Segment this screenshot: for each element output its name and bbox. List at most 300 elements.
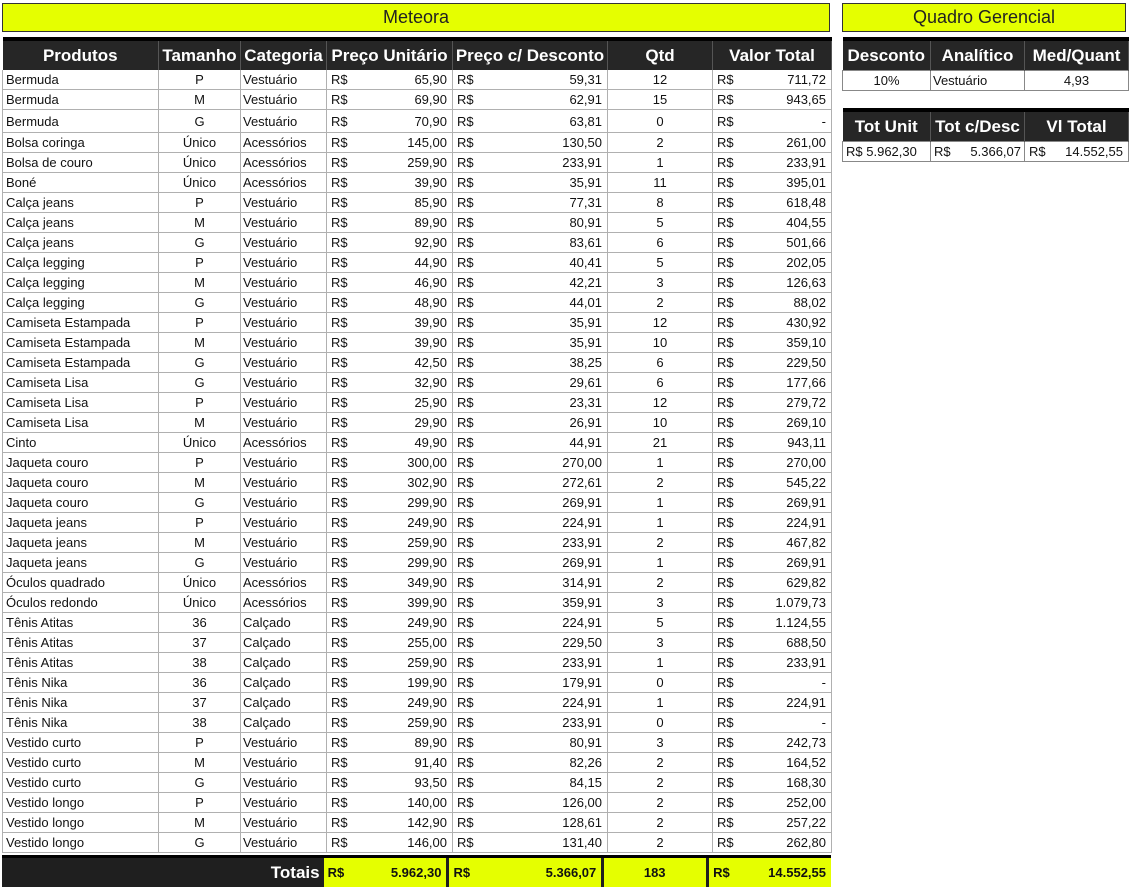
size-cell[interactable]: 37 [159,693,241,713]
tot-desc-cell[interactable] [931,142,1025,162]
category-cell[interactable]: Acessórios [241,433,327,453]
total-value-cell-value: 618,48 [786,195,826,210]
category-cell[interactable]: Vestuário [241,110,327,133]
unit-price-cell[interactable] [327,313,453,333]
discount-price-cell[interactable] [453,393,608,413]
size-cell[interactable]: P [159,733,241,753]
qty-cell[interactable]: 6 [608,373,713,393]
category-cell[interactable]: Calçado [241,673,327,693]
total-value-cell[interactable] [713,493,832,513]
category-cell[interactable]: Acessórios [241,133,327,153]
qty-cell[interactable]: 2 [608,773,713,793]
sheet-title[interactable]: Meteora [2,3,830,32]
size-cell[interactable]: P [159,793,241,813]
unit-price-cell[interactable] [327,533,453,553]
discount-price-cell[interactable] [453,653,608,673]
total-value-cell[interactable] [713,293,832,313]
total-value-cell[interactable] [713,733,832,753]
qty-cell[interactable]: 0 [608,110,713,133]
total-value-cell[interactable] [713,90,832,110]
unit-price-cell[interactable] [327,593,453,613]
unit-price-cell[interactable] [327,90,453,110]
size-cell[interactable]: G [159,373,241,393]
category-cell[interactable]: Vestuário [241,373,327,393]
discount-price-cell[interactable] [453,573,608,593]
discount-price-cell[interactable] [453,833,608,853]
product-name-cell[interactable]: Calça legging [3,293,159,313]
category-cell[interactable]: Vestuário [241,70,327,90]
qty-cell[interactable]: 5 [608,613,713,633]
size-cell[interactable]: M [159,273,241,293]
product-name-cell[interactable]: Boné [3,173,159,193]
size-cell[interactable]: G [159,493,241,513]
total-value-cell[interactable] [713,233,832,253]
size-cell[interactable]: P [159,513,241,533]
product-name-cell[interactable]: Jaqueta jeans [3,553,159,573]
product-name-cell[interactable]: Tênis Nika [3,673,159,693]
qty-cell[interactable]: 2 [608,833,713,853]
unit-price-cell[interactable] [327,753,453,773]
discount-price-cell[interactable] [453,253,608,273]
qty-cell[interactable]: 1 [608,693,713,713]
qty-cell[interactable]: 8 [608,193,713,213]
management-panel-title[interactable]: Quadro Gerencial [842,3,1126,32]
category-cell[interactable]: Vestuário [241,233,327,253]
qty-cell[interactable]: 10 [608,333,713,353]
discount-price-cell[interactable] [453,793,608,813]
analytic-value[interactable]: Vestuário [931,71,1025,91]
discount-price-cell[interactable] [453,713,608,733]
discount-price-cell[interactable] [453,453,608,473]
avg-qty-value[interactable]: 4,93 [1025,71,1129,91]
product-name-cell[interactable]: Jaqueta jeans [3,513,159,533]
unit-price-cell[interactable] [327,193,453,213]
total-value-cell[interactable] [713,453,832,473]
unit-price-cell[interactable] [327,473,453,493]
qty-cell[interactable]: 21 [608,433,713,453]
unit-price-cell[interactable] [327,553,453,573]
size-cell[interactable]: G [159,773,241,793]
total-value-cell[interactable] [713,653,832,673]
product-name-cell[interactable]: Tênis Atitas [3,633,159,653]
size-cell[interactable]: M [159,473,241,493]
product-name-cell[interactable]: Vestido curto [3,773,159,793]
product-name-cell[interactable]: Calça jeans [3,213,159,233]
product-name-cell[interactable]: Camiseta Lisa [3,373,159,393]
unit-price-cell[interactable] [327,373,453,393]
product-name-cell[interactable]: Camiseta Estampada [3,353,159,373]
size-cell[interactable]: G [159,353,241,373]
discount-price-cell[interactable] [453,173,608,193]
unit-price-cell[interactable] [327,433,453,453]
qty-cell[interactable]: 3 [608,733,713,753]
category-cell[interactable]: Acessórios [241,573,327,593]
qty-cell[interactable]: 0 [608,673,713,693]
category-cell[interactable]: Vestuário [241,313,327,333]
size-cell[interactable]: M [159,413,241,433]
total-value-cell[interactable] [713,673,832,693]
discount-price-cell[interactable] [453,553,608,573]
discount-price-cell[interactable] [453,813,608,833]
discount-price-cell[interactable] [453,673,608,693]
category-cell[interactable]: Vestuário [241,513,327,533]
product-name-cell[interactable]: Camiseta Lisa [3,413,159,433]
unit-price-cell[interactable] [327,693,453,713]
size-cell[interactable]: 36 [159,673,241,693]
product-name-cell[interactable]: Bermuda [3,70,159,90]
header-tot-desc[interactable]: Tot c/Desc [931,110,1025,142]
discount-price-cell[interactable] [453,413,608,433]
qty-cell[interactable]: 15 [608,90,713,110]
category-cell[interactable]: Acessórios [241,173,327,193]
discount-price-cell[interactable] [453,633,608,653]
total-value-cell[interactable] [713,70,832,90]
total-value-cell[interactable] [713,433,832,453]
unit-price-cell[interactable] [327,233,453,253]
unit-price-cell[interactable] [327,713,453,733]
discount-price-cell[interactable] [453,193,608,213]
qty-cell[interactable]: 2 [608,533,713,553]
discount-price-cell[interactable] [453,693,608,713]
discount-value[interactable]: 10% [843,71,931,91]
product-name-cell[interactable]: Tênis Atitas [3,613,159,633]
total-unit-cell[interactable] [324,858,450,887]
product-name-cell[interactable]: Cinto [3,433,159,453]
unit-price-cell[interactable] [327,453,453,473]
size-cell[interactable]: G [159,833,241,853]
category-cell[interactable]: Vestuário [241,213,327,233]
unit-price-cell[interactable] [327,413,453,433]
discount-price-cell[interactable] [453,373,608,393]
grand-total-cell[interactable] [709,858,831,887]
product-name-cell[interactable]: Bermuda [3,110,159,133]
product-name-cell[interactable]: Vestido curto [3,733,159,753]
discount-price-cell[interactable] [453,733,608,753]
qty-cell[interactable]: 1 [608,513,713,533]
product-name-cell[interactable]: Vestido longo [3,813,159,833]
qty-cell[interactable]: 2 [608,753,713,773]
category-cell[interactable]: Vestuário [241,453,327,473]
unit-price-cell[interactable] [327,273,453,293]
category-cell[interactable]: Vestuário [241,753,327,773]
product-name-cell[interactable]: Vestido curto [3,753,159,773]
total-value-cell[interactable] [713,553,832,573]
product-name-cell[interactable]: Tênis Nika [3,713,159,733]
unit-price-cell[interactable] [327,793,453,813]
size-cell[interactable]: M [159,753,241,773]
unit-price-cell[interactable] [327,110,453,133]
unit-price-cell[interactable] [327,213,453,233]
discount-price-cell[interactable] [453,233,608,253]
total-value-cell[interactable] [713,353,832,373]
total-value-cell[interactable] [713,413,832,433]
product-name-cell[interactable]: Camiseta Estampada [3,333,159,353]
unit-price-cell[interactable] [327,573,453,593]
total-discount-cell[interactable] [449,858,604,887]
total-value-cell[interactable] [713,533,832,553]
discount-price-cell[interactable] [453,110,608,133]
size-cell[interactable]: P [159,453,241,473]
header-size[interactable]: Tamanho [159,39,241,70]
discount-price-cell[interactable] [453,133,608,153]
category-cell[interactable]: Vestuário [241,833,327,853]
qty-cell[interactable]: 5 [608,253,713,273]
discount-price-cell[interactable] [453,70,608,90]
unit-price-cell[interactable] [327,833,453,853]
unit-price-cell[interactable] [327,613,453,633]
qty-cell[interactable]: 2 [608,133,713,153]
size-cell[interactable]: Único [159,133,241,153]
totals-label[interactable]: Totais [270,862,320,882]
size-cell[interactable]: Único [159,433,241,453]
unit-price-cell[interactable] [327,293,453,313]
size-cell[interactable]: Único [159,593,241,613]
size-cell[interactable]: 36 [159,613,241,633]
size-cell[interactable]: G [159,233,241,253]
header-discount[interactable]: Desconto [843,39,931,71]
size-cell[interactable]: Único [159,573,241,593]
qty-cell[interactable]: 11 [608,173,713,193]
total-value-cell[interactable] [713,110,832,133]
unit-price-cell[interactable] [327,393,453,413]
category-cell[interactable]: Calçado [241,653,327,673]
product-name-cell[interactable]: Calça jeans [3,193,159,213]
size-cell[interactable]: Único [159,153,241,173]
category-cell[interactable]: Vestuário [241,333,327,353]
category-cell[interactable]: Vestuário [241,533,327,553]
total-value-cell[interactable] [713,313,832,333]
product-name-cell[interactable]: Jaqueta couro [3,453,159,473]
product-name-cell[interactable]: Óculos redondo [3,593,159,613]
category-cell[interactable]: Calçado [241,713,327,733]
total-value-cell[interactable] [713,373,832,393]
size-cell[interactable]: M [159,90,241,110]
unit-price-cell[interactable] [327,773,453,793]
category-cell[interactable]: Vestuário [241,733,327,753]
header-qty[interactable]: Qtd [608,39,713,70]
header-discount-price[interactable]: Preço c/ Desconto [453,39,608,70]
header-vl-total[interactable]: Vl Total [1025,110,1129,142]
size-cell[interactable]: M [159,533,241,553]
total-value-cell[interactable] [713,793,832,813]
qty-cell[interactable]: 0 [608,713,713,733]
qty-cell[interactable]: 2 [608,573,713,593]
total-value-cell[interactable] [713,333,832,353]
discount-price-cell[interactable] [453,773,608,793]
qty-cell[interactable]: 1 [608,493,713,513]
category-cell[interactable]: Vestuário [241,253,327,273]
size-cell[interactable]: M [159,813,241,833]
discount-price-cell[interactable] [453,273,608,293]
total-value-cell[interactable] [713,573,832,593]
total-value-cell[interactable] [713,833,832,853]
discount-price-cell[interactable] [453,593,608,613]
discount-price-cell[interactable] [453,613,608,633]
qty-cell[interactable]: 2 [608,793,713,813]
size-cell[interactable]: 38 [159,653,241,673]
unit-price-cell[interactable] [327,353,453,373]
qty-cell[interactable]: 2 [608,813,713,833]
header-category[interactable]: Categoria [241,39,327,70]
category-cell[interactable]: Vestuário [241,813,327,833]
size-cell[interactable]: Único [159,173,241,193]
product-name-cell[interactable]: Calça legging [3,273,159,293]
total-value-cell[interactable] [713,173,832,193]
product-name-cell[interactable]: Camiseta Lisa [3,393,159,413]
category-cell[interactable]: Vestuário [241,473,327,493]
product-name-cell[interactable]: Jaqueta couro [3,473,159,493]
discount-price-cell[interactable] [453,753,608,773]
header-analytic[interactable]: Analítico [931,39,1025,71]
unit-price-cell[interactable] [327,513,453,533]
total-value-cell[interactable] [713,513,832,533]
category-cell[interactable]: Vestuário [241,793,327,813]
size-cell[interactable]: P [159,393,241,413]
size-cell[interactable]: M [159,213,241,233]
size-cell[interactable]: G [159,293,241,313]
qty-cell[interactable]: 6 [608,233,713,253]
total-value-cell[interactable] [713,253,832,273]
header-tot-unit[interactable]: Tot Unit [843,110,931,142]
total-value-cell[interactable] [713,693,832,713]
category-cell[interactable]: Acessórios [241,153,327,173]
size-cell[interactable]: M [159,333,241,353]
qty-cell[interactable]: 12 [608,393,713,413]
tot-unit-cell[interactable] [843,142,931,162]
discount-price-cell[interactable] [453,533,608,553]
total-qty-cell[interactable] [604,858,709,887]
qty-cell[interactable]: 2 [608,293,713,313]
discount-price-cell[interactable] [453,353,608,373]
header-total[interactable]: Valor Total [713,39,832,70]
discount-price-cell[interactable] [453,213,608,233]
total-value-cell[interactable] [713,193,832,213]
product-name-cell[interactable]: Bolsa coringa [3,133,159,153]
total-value-cell[interactable] [713,753,832,773]
category-cell[interactable]: Vestuário [241,773,327,793]
unit-price-cell[interactable] [327,733,453,753]
discount-price-cell[interactable] [453,313,608,333]
qty-cell[interactable]: 2 [608,473,713,493]
header-avg-qty[interactable]: Med/Quant [1025,39,1129,71]
total-value-cell[interactable] [713,593,832,613]
product-name-cell[interactable]: Calça legging [3,253,159,273]
total-value-cell[interactable] [713,133,832,153]
category-cell[interactable]: Vestuário [241,553,327,573]
unit-price-cell[interactable] [327,653,453,673]
vl-total-cell[interactable] [1025,142,1129,162]
header-product[interactable]: Produtos [3,39,159,70]
qty-cell[interactable]: 1 [608,553,713,573]
unit-price-cell[interactable] [327,70,453,90]
total-value-cell[interactable] [713,773,832,793]
unit-price-cell[interactable] [327,813,453,833]
qty-cell[interactable]: 12 [608,313,713,333]
qty-cell[interactable]: 6 [608,353,713,373]
category-cell[interactable]: Vestuário [241,393,327,413]
size-cell[interactable]: P [159,313,241,333]
total-value-cell[interactable] [713,713,832,733]
product-name-cell[interactable]: Jaqueta couro [3,493,159,513]
qty-cell[interactable]: 5 [608,213,713,233]
qty-cell[interactable]: 1 [608,153,713,173]
size-cell[interactable]: P [159,70,241,90]
size-cell[interactable]: G [159,110,241,133]
qty-cell[interactable]: 3 [608,593,713,613]
product-name-cell[interactable]: Jaqueta jeans [3,533,159,553]
category-cell[interactable]: Vestuário [241,273,327,293]
qty-cell[interactable]: 10 [608,413,713,433]
discount-price-cell[interactable] [453,493,608,513]
total-value-cell[interactable] [713,633,832,653]
total-value-cell[interactable] [713,273,832,293]
size-cell[interactable]: P [159,253,241,273]
category-cell[interactable]: Calçado [241,693,327,713]
size-cell[interactable]: 37 [159,633,241,653]
category-cell[interactable]: Vestuário [241,193,327,213]
category-cell[interactable]: Vestuário [241,90,327,110]
discount-price-cell[interactable] [453,433,608,453]
category-cell[interactable]: Vestuário [241,493,327,513]
category-cell[interactable]: Calçado [241,633,327,653]
total-value-cell[interactable] [713,473,832,493]
category-cell[interactable]: Vestuário [241,353,327,373]
unit-price-cell[interactable] [327,493,453,513]
product-name-cell[interactable]: Camiseta Estampada [3,313,159,333]
product-name-cell[interactable]: Bolsa de couro [3,153,159,173]
category-cell[interactable]: Calçado [241,613,327,633]
total-value-cell[interactable] [713,393,832,413]
unit-price-cell[interactable] [327,133,453,153]
discount-price-cell[interactable] [453,293,608,313]
discount-price-cell[interactable] [453,473,608,493]
header-unit-price[interactable]: Preço Unitário [327,39,453,70]
unit-price-cell[interactable] [327,633,453,653]
total-value-cell[interactable] [713,213,832,233]
unit-price-cell[interactable] [327,173,453,193]
discount-price-cell[interactable] [453,513,608,533]
product-name-cell[interactable]: Calça jeans [3,233,159,253]
product-name-cell[interactable]: Vestido longo [3,833,159,853]
size-cell[interactable]: G [159,553,241,573]
product-name-cell[interactable]: Bermuda [3,90,159,110]
unit-price-cell[interactable] [327,153,453,173]
total-value-cell[interactable] [713,153,832,173]
product-name-cell[interactable]: Vestido longo [3,793,159,813]
unit-price-cell[interactable] [327,253,453,273]
total-value-cell[interactable] [713,813,832,833]
total-value-cell[interactable] [713,613,832,633]
qty-cell[interactable]: 1 [608,453,713,473]
qty-cell[interactable]: 3 [608,633,713,653]
qty-cell[interactable]: 1 [608,653,713,673]
category-cell[interactable]: Acessórios [241,593,327,613]
size-cell[interactable]: 38 [159,713,241,733]
size-cell[interactable]: P [159,193,241,213]
product-name-cell[interactable]: Tênis Atitas [3,653,159,673]
category-cell[interactable]: Vestuário [241,293,327,313]
unit-price-cell[interactable] [327,673,453,693]
unit-price-cell[interactable] [327,333,453,353]
qty-cell[interactable]: 12 [608,70,713,90]
product-name-cell[interactable]: Óculos quadrado [3,573,159,593]
discount-price-cell[interactable] [453,333,608,353]
discount-price-cell[interactable] [453,153,608,173]
category-cell[interactable]: Vestuário [241,413,327,433]
discount-price-cell[interactable] [453,90,608,110]
product-name-cell[interactable]: Tênis Nika [3,693,159,713]
qty-cell[interactable]: 3 [608,273,713,293]
